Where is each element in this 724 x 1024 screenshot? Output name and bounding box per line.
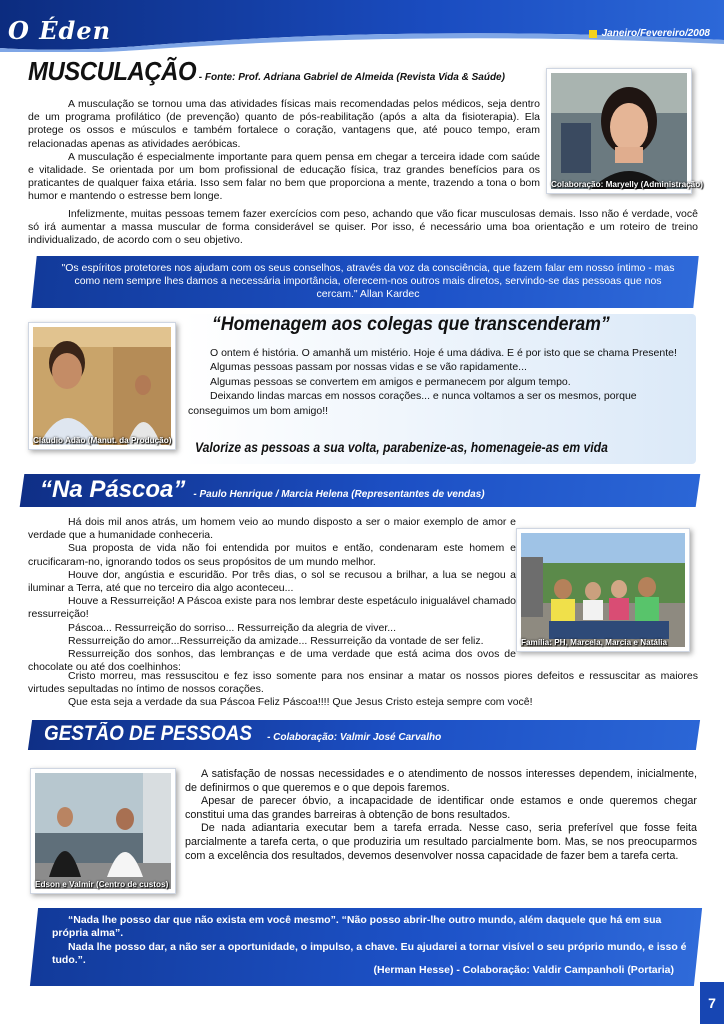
pascoa-title: “Na Páscoa” [40,476,186,503]
portrait-image [33,327,171,445]
gestao-paragraph-3: De nada adiantaria executar bem a tarefa errada. Nesse caso, seria preferível que fosse feita parcialmente a tarefa certa, o que produziria um resultado parcialmente bom. Mas, se nos preocuparmos com a excelência dos resultados, devemos desenvolver nossa capacidade de fazer bem a tarefa certa. [185,822,697,862]
pascoa-body [28,516,516,674]
homenagem-line-2: Algumas pessoas passam por nossas vidas e se vão rapidamente... [210,361,527,374]
quote-kardec: "Os espíritos protetores nos ajudam com os seus conselhos, através da voz da consciência, que fazem falar em nosso íntimo - mas como nem sempre lhes damos a necessária importância, oferecem-nos outros mais diretos, servindo-se das pessoas que nos cercam." Allan Kardec [61,262,675,300]
photo-caption: Família: PH, Marcela, Marcia e Natália [521,638,668,647]
pascoa-byline: - Paulo Henrique / Marcia Helena (Representantes de vendas) [193,489,485,500]
pascoa-heading [40,476,485,504]
issue-date [589,28,710,39]
pascoa-paragraph-9: Que esta seja a verdade da sua Páscoa Feliz Páscoa!!!! Que Jesus Cristo esteja sempre com você! [68,696,533,709]
quote-hesse-credit: (Herman Hesse) - Colaboração: Valdir Campanholi (Portaria) [373,964,674,976]
gestao-paragraph-2: Apesar de parecer óbvio, a incapacidade de identificar onde estamos e onde queremos chegar constitui uma das grandes barreiras à obtenção de bons resultados. [185,795,697,821]
pascoa-paragraph-4: Houve a Ressurreição! A Páscoa existe para nos lembrar deste espetáculo inigualável chamado ressurreição! [28,595,516,621]
pascoa-paragraph-2: Sua proposta de vida não foi entendida por muitos e então, condenaram este homem e crucificaram-no, ignorando todos os seus propósitos de um mundo melhor. [28,542,516,568]
photo-claudio [28,322,176,450]
gestao-body [185,768,697,863]
pascoa-paragraph-1: Há dois mil anos atrás, um homem veio ao mundo disposto a ser o maior exemplo de amor e verdade que a humanidade conheceria. [28,516,516,542]
gestao-heading [44,722,441,746]
gestao-title: GESTÃO DE PESSOAS [44,722,252,745]
musculacao-body [28,98,540,204]
musculacao-paragraph-1: A musculação se tornou uma das atividades físicas mais recomendadas pelos médicos, seja dentro de um programa profilático (de prevenção) quanto de pós-reabilitação (após a alta da fisioterapia). Ela protege os ossos e músculos e também fortalece o coração, vantagens que, até pouco tempo, eram relacionadas apenas as atividades aeróbicas. [28,98,540,150]
homenagem-line-4: Deixando lindas marcas em nossos corações... e nunca voltamos a ser os mesmos, porque conseguimos um bom amigo!! [188,390,637,417]
issue-date-label: Janeiro/Fevereiro/2008 [601,28,710,39]
gestao-byline: - Colaboração: Valmir José Carvalho [267,732,442,743]
homenagem-line-3: Algumas pessoas se convertem em amigos e permanecem por algum tempo. [210,375,571,388]
pascoa-body-continued [28,670,698,710]
pascoa-paragraph-8: Cristo morreu, mas ressuscitou e fez isso somente para nos ensinar a matar os nossos piores defeitos e ressuscitar as maiores virtudes sepultadas no íntimo de nossos corações. [28,670,698,696]
family-image [521,533,685,647]
musculacao-paragraph-3: Infelizmente, muitas pessoas temem fazer exercícios com peso, achando que vão ficar musculosas demais. Isso não é verdade, você só irá aumentar a massa muscular de forma considerável se quiser. Por isso, é necessário uma boa orientação e um roteiro de treino individualizado, de acordo com o seu objetivo. [28,208,698,247]
homenagem-title: “Homenagem aos colegas que transcenderam” [212,314,610,335]
quote-hesse-line-2: Nada lhe posso dar, a não ser a oportunidade, o impulso, a chave. Eu ajudarei a tornar visível o seu próprio mundo, e isso é tudo.”. [52,940,687,967]
musculacao-heading [28,56,505,87]
homenagem-line-1: O ontem é história. O amanhã um mistério. Hoje é uma dádiva. E é por isto que se chama Presente! [210,347,677,359]
photo-caption: Edson e Valmir (Centro de custos) [35,880,169,889]
musculacao-body-continued [28,208,698,248]
homenagem-footer: Valorize as pessoas a sua volta, parabenize-as, homenageie-as em vida [195,440,608,455]
pascoa-paragraph-7: Ressurreição dos sonhos, das lembranças e de uma verdade que está acima dos ovos de chocolate ou até dos coelhinhos: [28,648,516,674]
photo-caption: Cláudio Adão (Manut. da Produção) [33,436,172,445]
musculacao-paragraph-2: A musculação é especialmente importante para quem pensa em chegar a terceira idade com saúde e vitalidade. Se orientada por um bom profissional de educação física, traz grandes benefícios para os praticantes de qualquer faixa etária. Isso sem falar no bem que proporciona a mente, trazendo a tona o bom humor e mantendo o estresse bem longe. [28,150,540,203]
photo-familia [516,528,690,652]
quote-hesse-line-1: “Nada lhe posso dar que não exista em você mesmo”. “Não posso abrir-lhe outro mundo, além daquele que há em sua própria alma”. [52,914,662,940]
square-bullet-icon [589,30,597,38]
pascoa-paragraph-6: Ressurreição do amor...Ressurreição da amizade... Ressurreição da vontade de ser feliz. [68,634,484,647]
quote-hesse [52,914,688,968]
photo-caption: Colaboração: Maryelly (Administração) [551,180,703,189]
gestao-paragraph-1: A satisfação de nossas necessidades e o atendimento de nossos interesses dependem, inicialmente, de definirmos o que queremos e o que depois faremos. [185,768,697,794]
page-number: 7 [700,982,724,1024]
photo-edson-valmir [30,768,176,894]
portrait-image [551,73,687,189]
musculacao-title: MUSCULAÇÃO [28,56,197,86]
musculacao-source: - Fonte: Prof. Adriana Gabriel de Almeida (Revista Vida & Saúde) [198,72,505,83]
masthead-logo: O Éden [8,16,112,45]
photo-maryelly [546,68,703,194]
pascoa-paragraph-3: Houve dor, angústia e escuridão. Por três dias, o sol se recusou a brilhar, a lua se negou a iluminar a Terra, até que no terceiro dia algo aconteceu... [28,568,516,595]
pascoa-paragraph-5: Páscoa... Ressurreição do sorriso... Ressurreição da alegria de viver... [68,621,396,634]
colleagues-image [35,773,171,889]
homenagem-body [188,346,688,418]
